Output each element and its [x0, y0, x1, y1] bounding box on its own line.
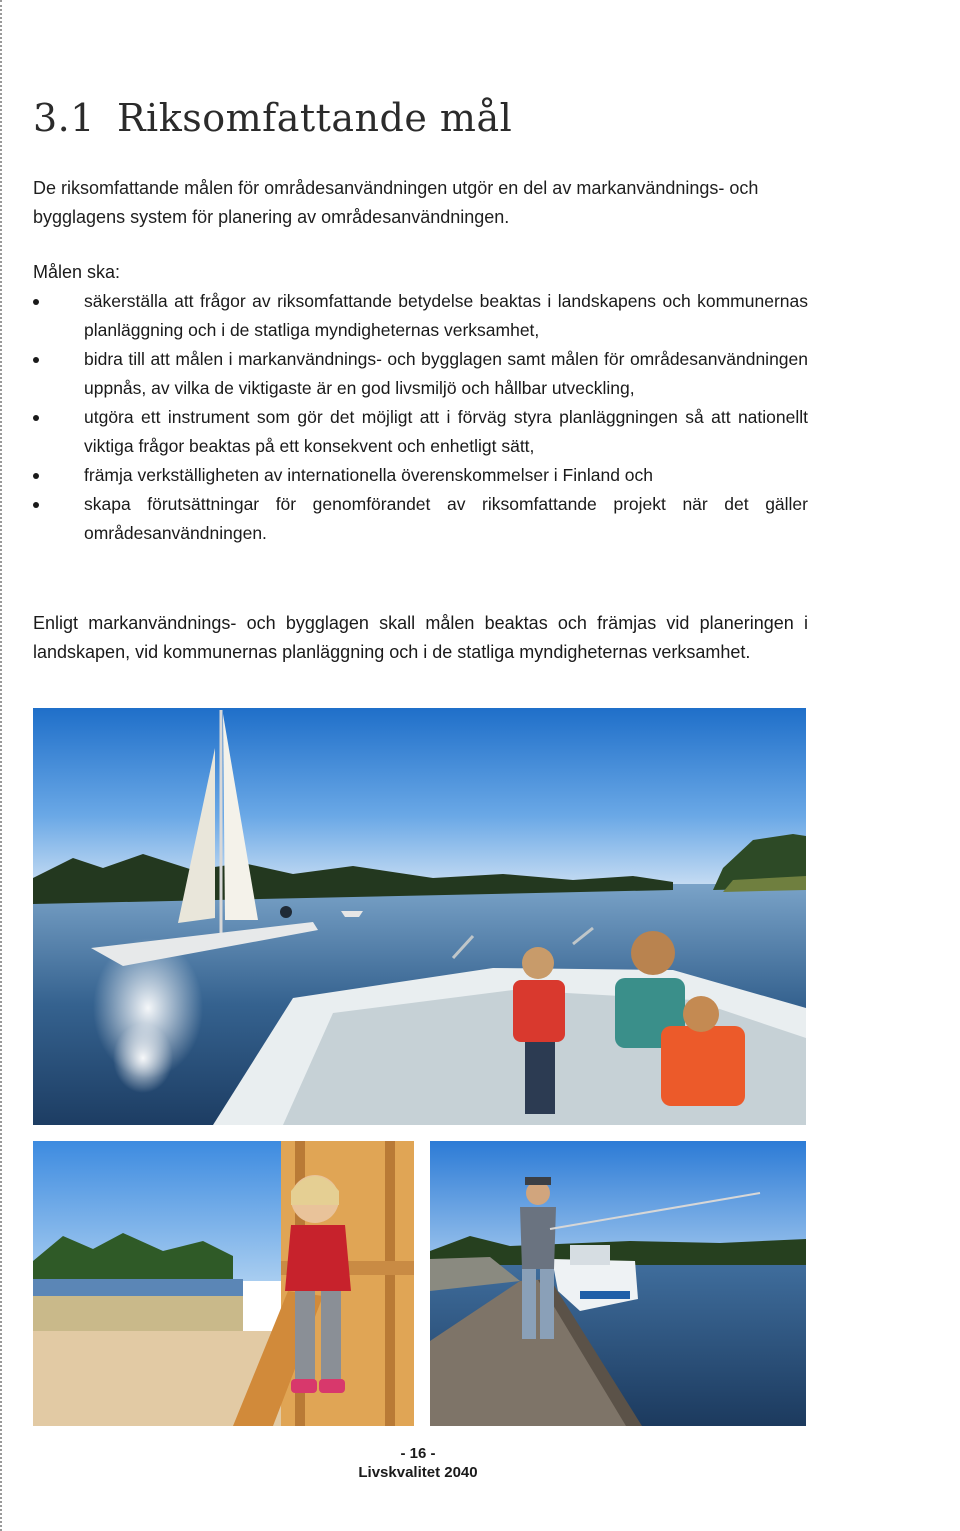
- goal-text: utgöra ett instrument som gör det möjligt att i förväg styra planläggningen så att nationellt viktiga frågor beaktas på ett konsekvent och enhetligt sätt,: [84, 407, 808, 456]
- goal-text: säkerställa att frågor av riksomfattande betydelse beaktas i landskapens och kommunernas planläggning och i de statliga myndigheternas verksamhet,: [84, 291, 808, 340]
- goal-item: [33, 403, 808, 461]
- bullet-icon: [33, 502, 39, 508]
- lake-boating-photo: [33, 708, 806, 1125]
- goal-item: [33, 345, 808, 403]
- goals-section: [33, 258, 808, 548]
- page-edge-dotted-rule: [0, 0, 2, 1531]
- goal-text: främja verkställigheten av internationella överenskommelser i Finland och: [84, 465, 654, 485]
- goal-item: [33, 490, 808, 548]
- playground-beach-photo: [33, 1141, 414, 1426]
- goal-item: [33, 287, 808, 345]
- section-number: 3.1: [33, 96, 95, 140]
- section-title: Riksomfattande mål: [116, 96, 513, 140]
- bullet-icon: [33, 299, 39, 305]
- jetty-fishing-photo: [430, 1141, 806, 1426]
- bullet-icon: [33, 473, 39, 479]
- page-number: - 16 -: [400, 1445, 436, 1462]
- goal-text: skapa förutsättningar för genomförandet av riksomfattande projekt när det gäller områdesanvändningen.: [84, 494, 808, 543]
- closing-paragraph: Enligt markanvändnings- och bygglagen skall målen beaktas och främjas vid planeringen i landskapen, vid kommunernas planläggning och i de statliga myndigheternas verksamhet.: [33, 613, 808, 662]
- goal-list: [33, 287, 808, 548]
- bullet-icon: [33, 415, 39, 421]
- goal-text: bidra till att målen i markanvändnings- och bygglagen samt målen för områdesanvändningen uppnås, av vilka de viktigaste är en god livsmiljö och hållbar utveckling,: [84, 349, 808, 398]
- goals-intro: Målen ska:: [33, 262, 121, 282]
- bullet-icon: [33, 357, 39, 363]
- lead-paragraph: De riksomfattande målen för områdesanvändningen utgör en del av markanvändnings- och bygglagens system för planering av områdesanvändningen.: [33, 178, 759, 227]
- section-heading: [33, 96, 512, 140]
- page-footer: [318, 1444, 518, 1482]
- goal-item: [33, 461, 808, 490]
- publication-title: Livskvalitet 2040: [358, 1464, 478, 1481]
